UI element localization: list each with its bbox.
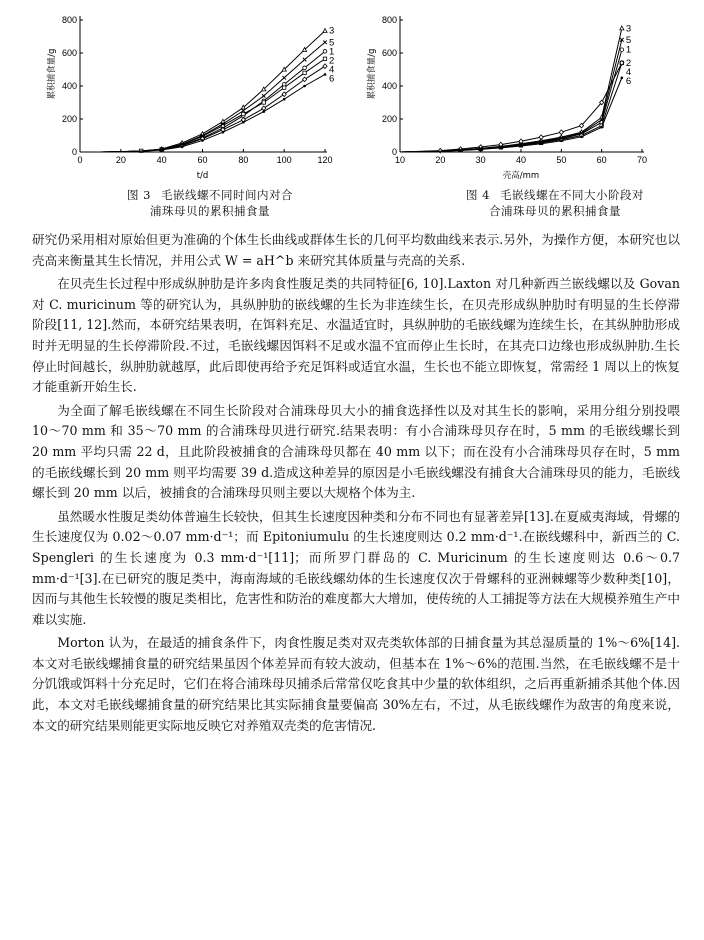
fig3-series-4-point [323,64,327,69]
fig4-series-1-label: 1 [625,44,632,56]
fig4-x-axis-label: 壳高/mm [502,171,540,181]
fig3-x-tick-label: 40 [156,155,167,165]
figure-4-chart [352,0,704,186]
fig4-series-6-point [540,142,543,145]
fig3-series-5-label: 5 [329,37,335,49]
fig3-y-tick-label: 200 [61,114,77,124]
figure-row [0,0,704,232]
fig4-series-3-label: 3 [625,23,632,35]
fig4-series-6-point [459,149,462,152]
paragraph-2: 在贝壳生长过程中形成纵肿肋是许多肉食性腹足类的共同特征[6, 10].Laxton 对几种新西兰嵌线螺以及 Govan 对 C. muricinum 等的研究认为，具纵肿肋的嵌线螺的生长为非连续生长，在贝壳形成纵肿肋时有明显的生长停滞阶段[11, 12].然而，本研究结果表明，在饵料充足、水温适宜时，具纵肿肋的毛嵌线螺为连续生长，在其纵肿肋形成时并无明显的生长停滞阶段.不过，毛嵌线螺因饵料不足或水温不宜而停止生长时，在其壳口边缘也形成纵肿肋.生长停止时间越长，纵肿肋就越厚，此后即使再给予充足饵料或适宜水温，生长也不能立即恢复，常需经 1 周以上的恢复才能重新开始生长. [32,276,680,395]
fig3-series-1-point [323,50,327,54]
fig3-y-axis-label: 累积捕食量/g [47,48,57,100]
fig3-series-5-point [262,94,266,98]
fig3-series-3-label: 3 [329,25,335,37]
figure-3 [0,0,352,186]
fig3-x-axis-label: t/d [196,171,209,181]
fig4-series-6-line [400,78,622,152]
fig4-y-tick-label: 0 [391,147,397,157]
fig4-x-tick-label: 60 [596,155,607,165]
fig3-series-2-point [242,112,245,115]
fig3-series-2-point [323,57,326,60]
fig4-x-tick-label: 30 [475,155,486,165]
fig3-series-2-point [262,101,265,104]
fig4-series-2-label: 2 [625,57,632,69]
fig3-series-6-point [303,85,306,88]
fig3-series-6-point [222,131,225,134]
figure-3-chart [0,0,352,186]
fig4-x-tick-label: 20 [435,155,446,165]
fig4-series-1-point [620,48,624,52]
fig3-series-6-label: 6 [329,73,335,85]
fig4-series-6-point [479,148,482,151]
paragraph-1: 研究仍采用相对原始但更为准确的个体生长曲线或群体生长的几何平均数曲线来表示.另外，为操作方便，本研究也以壳高来衡量其生长情况，并用公式 W = aH^b 来研究其体质量与壳高的关系. [32,232,680,268]
fig4-series-4-line [400,63,622,152]
fig3-series-2-label: 2 [329,55,335,67]
fig4-series-6-point [621,76,624,79]
fig3-series-5-point [323,40,327,44]
fig3-x-tick-label: 20 [115,155,126,165]
fig4-y-tick-label: 800 [381,15,397,25]
fig3-series-6-point [262,110,265,113]
figure-3-caption-text1: 毛嵌线螺不同时间内对合 [160,188,293,202]
body-text [32,230,680,736]
fig3-series-5-point [282,76,286,80]
fig4-series-4-point [539,135,543,140]
figure-4 [352,0,704,186]
fig4-y-tick-label: 200 [381,114,397,124]
fig4-y-axis-label: 累积捕食量/g [367,48,377,100]
fig4-series-3-point [620,26,624,30]
fig4-x-tick-label: 50 [556,155,567,165]
figure-4-caption-text2: 合浦珠母贝的累积捕食量 [489,204,621,218]
fig4-x-tick-label: 10 [394,155,406,165]
fig3-x-tick-label: 60 [197,155,208,165]
fig3-series-6-point [283,98,286,101]
paragraph-3: 为全面了解毛嵌线螺在不同生长阶段对合浦珠母贝大小的捕食选择性以及对其生长的影响，采用分组分别投喂 10～70 mm 和 35～70 mm 的合浦珠母贝进行研究.结果表明：有小合浦珠母贝存在时，5 mm 的毛嵌线螺长到 20 mm 平均只需 22 d，且此阶段被捕食的合浦珠母贝都在 40 mm 以下；而在没有小合浦珠母贝存在时，5 mm 的毛嵌线螺长到 20 mm 则平均需要 39 d.造成这种差异的原因是小毛嵌线螺没有捕食大合浦珠母贝的能力，毛嵌线螺长到 20 mm 以后，被捕食的合浦珠母贝则主要以大规格个体为主. [32,402,680,501]
fig4-y-tick-label: 400 [381,81,397,91]
fig3-series-6-point [242,121,245,124]
fig3-x-tick-label: 100 [276,155,292,165]
fig3-series-6-point [160,149,163,152]
fig4-series-4-label: 4 [625,66,632,78]
fig4-series-5-label: 5 [625,34,632,46]
figure-3-caption-text2: 浦珠母贝的累积捕食量 [150,204,270,218]
fig4-series-1-line [400,50,622,152]
fig4-series-4-point [559,130,563,135]
fig4-series-6-point [520,145,523,148]
fig3-series-1-point [303,66,307,70]
paragraph-4: 虽然暖水性腹足类幼体普遍生长较快，但其生长速度因种类和分布不同也有显著差异[13].在夏威夷海域，骨螺的生长速度仅为 0.02～0.07 mm·d⁻¹；而 Epitoniumulu 的生长速度则达 0.2 mm·d⁻¹.在嵌线螺科中，新西兰的 C. Spengleri 的生长速度为 0.3 mm·d⁻¹[11]；而所罗门群岛的 C. Muricinum 的生长速度则达 0.6～0.7 mm·d⁻¹[3].在已研究的腹足类中，海南海域的毛嵌线螺幼体的生长速度仅次于骨螺科的亚洲棘螺等少数种类[10]，因而与其他生长较慢的腹足类相比，危害性和防治的难度都大大增加，使传统的人工捕捉等方法在大规模养殖生产中难以实施. [32,508,680,627]
fig3-x-tick-label: 80 [238,155,249,165]
fig3-y-tick-label: 0 [71,147,77,157]
fig3-series-2-point [282,86,285,89]
fig3-series-6-point [181,145,184,148]
fig4-y-tick-label: 600 [381,48,397,58]
figure-4-caption-text1: 毛嵌线螺在不同大小阶段对 [499,188,644,202]
fig4-series-6-point [580,136,583,139]
figure-3-number: 图 3 [127,188,151,202]
fig4-series-6-point [600,126,603,129]
paragraph-5: Morton 认为，在最适的捕食条件下，肉食性腹足类对双壳类软体部的日捕食量为其总湿质量的 1%～6%[14].本文对毛嵌线螺捕食量的研究结果虽因个体差异而有较大波动，但基本在 1%～6%的范围.当然，在毛嵌线螺不是十分饥饿或饵料十分充足时，它们在将合浦珠母贝捕杀后常常仅吃食其中少量的软体组织，之后再重新捕杀其他个体.因此，本文对毛嵌线螺捕食量的研究结果比其实际捕食量要偏高 30%左右，不过，从毛嵌线螺作为敌害的角度来说，本文的研究结果则能更实际地反映它对养殖双壳类的危害情况. [32,635,680,733]
fig3-x-tick-label: 120 [317,155,333,165]
fig4-x-tick-label: 40 [515,155,527,165]
figure-3-caption [80,187,340,219]
fig3-series-1-label: 1 [329,46,335,58]
fig3-series-3-point [323,29,327,33]
fig3-series-6-point [201,139,204,142]
figure-4-number: 图 4 [466,188,490,202]
fig3-series-5-point [303,58,307,62]
fig4-series-6-label: 6 [625,75,632,87]
fig3-y-tick-label: 600 [61,48,77,58]
figure-4-caption-line1 [415,187,695,203]
fig3-series-6-point [324,73,327,76]
figure-4-caption [415,187,695,219]
fig4-series-6-point [560,139,563,142]
fig3-y-tick-label: 400 [61,81,77,91]
figure-3-caption-line1 [80,187,340,203]
fig4-series-6-point [500,147,503,150]
fig4-x-tick-label: 70 [636,155,648,165]
fig3-y-tick-label: 800 [61,15,77,25]
fig3-series-4-label: 4 [329,64,335,76]
fig3-x-tick-label: 0 [77,155,83,165]
fig4-series-5-line [400,40,622,152]
fig3-series-2-point [303,71,306,74]
fig4-series-2-line [400,63,622,152]
